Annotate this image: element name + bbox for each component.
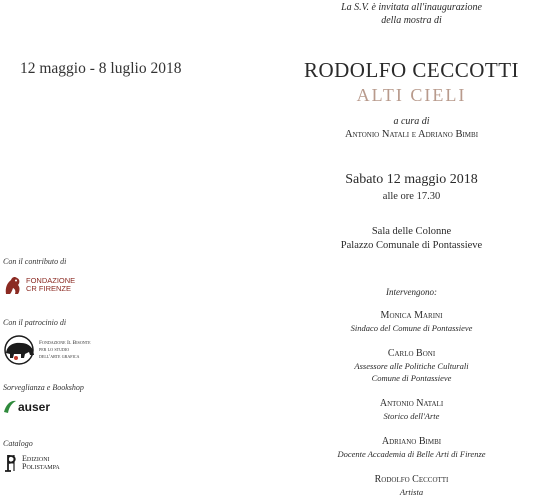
curated-by-label: a cura di: [393, 116, 430, 127]
curators: Antonio Natali e Adriano Bimbi: [344, 129, 479, 140]
bisonte-line1: Fondazione Il Bisonte: [39, 339, 91, 346]
cr-line1: FONDAZIONE: [26, 276, 76, 285]
contributo-label: Con il contributo di: [3, 257, 67, 266]
exhibition-title: ALTI CIELI: [356, 85, 467, 105]
invite-line2: della mostra di: [381, 15, 442, 26]
polistampa-p-icon: [3, 454, 19, 472]
speaker-name: Carlo Boni: [387, 348, 436, 359]
fondazione-cr-logo: [3, 274, 75, 296]
venue-line2: Palazzo Comunale di Pontassieve: [340, 240, 483, 251]
bison-icon: [3, 335, 37, 365]
bisonte-line2: per lo studio: [39, 346, 70, 353]
invite-line1: La S.V. è invitata all'inaugurazione: [341, 2, 482, 13]
speaker-role: Docente Accademia di Belle Arti di Firenze: [337, 449, 486, 459]
venue-line1: Sala delle Colonne: [371, 226, 452, 237]
event-time: alle ore 17.30: [382, 191, 441, 202]
speaker-role: Comune di Pontassieve: [371, 373, 452, 383]
speaker-role: Assessore alle Politiche Culturali: [354, 361, 469, 371]
edizioni-line2: Polistampa: [22, 462, 60, 471]
edizioni-line1: Edizioni: [22, 454, 50, 463]
speaker-role: Artista: [399, 487, 424, 497]
speaker-name: Rodolfo Ceccotti: [374, 474, 449, 485]
invitation-panel: [270, 0, 553, 501]
sorveglianza-label: Sorveglianza e Bookshop: [3, 383, 84, 392]
speaker-name: Adriano Bimbi: [381, 436, 442, 447]
auser-swoosh-icon: [3, 399, 17, 415]
polistampa-logo: [3, 454, 60, 472]
speakers-label: Intervengono:: [386, 287, 437, 297]
event-date: Sabato 12 maggio 2018: [345, 172, 478, 187]
bisonte-line3: dell'arte grafica: [39, 353, 80, 360]
patrocinio-label: Con il patrocinio di: [3, 318, 67, 327]
exhibition-dates: 12 maggio - 8 luglio 2018: [20, 60, 182, 77]
catalogo-label: Catalogo: [3, 439, 33, 448]
artist-name: RODOLFO CECCOTTI: [303, 58, 520, 82]
speaker-role: Sindaco del Comune di Pontassieve: [350, 323, 473, 333]
cr-line2: CR FIRENZE: [26, 284, 71, 293]
speaker-name: Monica Marini: [380, 310, 443, 321]
fondazione-bisonte-logo: [3, 335, 91, 365]
speaker-role: Storico dell'Arte: [383, 411, 440, 421]
auser-text: auser: [18, 400, 51, 414]
speaker-name: Antonio Natali: [379, 398, 444, 409]
cr-lion-icon: [3, 274, 23, 296]
auser-logo: [3, 399, 50, 415]
